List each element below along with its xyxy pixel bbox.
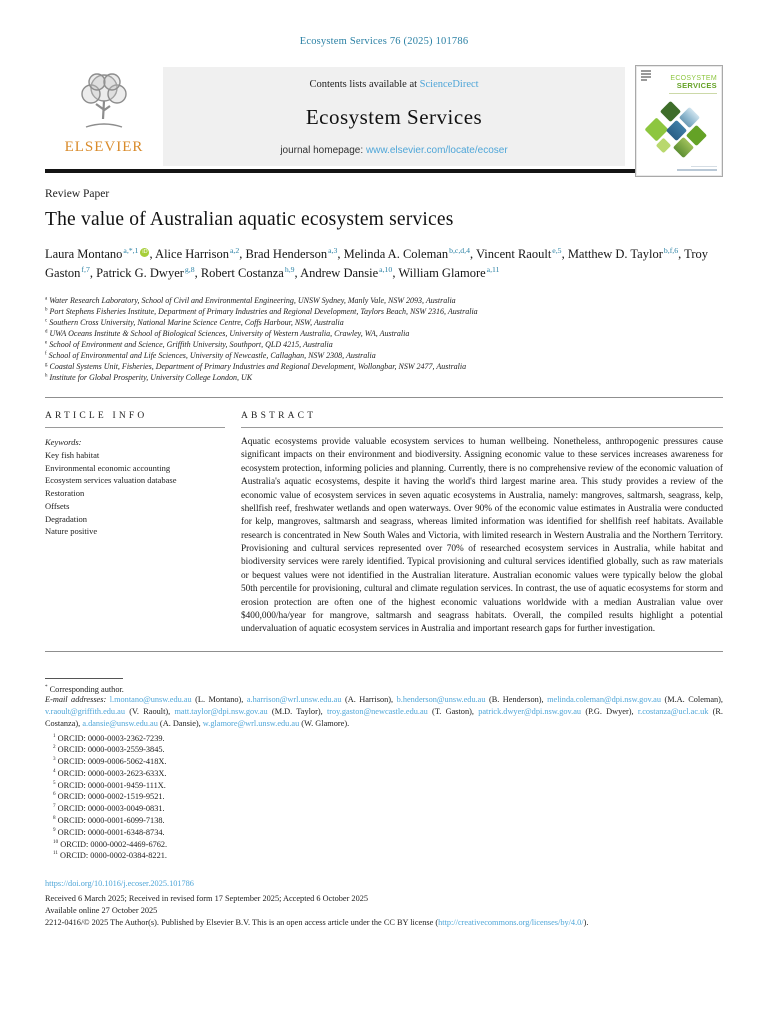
contents-line-text: Contents lists available at [309, 79, 420, 90]
orcid-footnote: $^3$ ORCID: 0009-0006-5062-418X. [53, 756, 167, 767]
cover-publisher-icon [641, 70, 651, 82]
email-link[interactable]: troy.gaston@newcastle.edu.au [326, 707, 428, 717]
orcid-footnote: $^7$ ORCID: 0000-0003-0049-0831. [53, 803, 165, 814]
copyright-line [45, 917, 723, 929]
orcid-footnote: $^2$ ORCID: 0000-0003-2559-3845. [53, 744, 165, 755]
homepage-line [171, 145, 617, 156]
journal-homepage-link[interactable]: www.elsevier.com/locate/ecoser [365, 145, 508, 156]
author-name: Alice Harrison [155, 247, 229, 262]
keyword: Environmental economic accounting [45, 462, 171, 473]
journal-citation[interactable]: Ecosystem Services 76 (2025) 101786 [299, 36, 469, 47]
cover-footer-text [677, 169, 717, 171]
orcid-footnotes [45, 733, 723, 863]
affiliation: $^g$ Coastal Systems Unit, Fisheries, Department of Primary Industries and Regional Development, Wollongbar, NSW 2477, Australia [45, 362, 467, 371]
email-link[interactable]: b.henderson@unsw.edu.au [396, 695, 486, 705]
orcid-footnote: $^6$ ORCID: 0000-0002-1519-9521. [53, 791, 165, 802]
cover-rule [669, 93, 717, 94]
orcid-footnote: $^{11}$ ORCID: 0000-0002-0384-8221. [53, 850, 167, 861]
header-divider [45, 169, 723, 173]
available-online: Available online 27 October 2025 [45, 905, 158, 915]
author-name: Troy Gaston [45, 247, 708, 281]
author-name: Robert Costanza [200, 266, 284, 281]
author-name: Vincent Raoult [476, 247, 552, 262]
orcid-icon[interactable]: iD [142, 249, 148, 255]
orcid-footnote: $^5$ ORCID: 0000-0001-9459-111X. [53, 779, 166, 790]
author-affiliation-sup[interactable]: f,7 [81, 264, 90, 274]
author-affiliation-sup[interactable]: a,*,1 [123, 246, 139, 255]
author-affiliation-sup[interactable]: g,8 [184, 264, 195, 274]
email-link[interactable]: melinda.coleman@dpi.nsw.gov.au [547, 695, 661, 705]
copyright-text: 2212-0416/© 2025 The Author(s). Published by Elsevier B.V. This is an open access article under the CC BY license ( [45, 918, 439, 928]
author-name: Patrick G. Dwyer [96, 266, 184, 281]
email-link[interactable]: a.harrison@wrl.unsw.edu.au [246, 695, 342, 705]
elsevier-tree-icon [72, 71, 136, 137]
heading-rule [45, 427, 225, 428]
author [96, 266, 195, 280]
author [45, 247, 149, 261]
author-affiliation-sup[interactable]: a,10 [379, 264, 393, 274]
abstract-heading: ABSTRACT [241, 411, 317, 422]
author-affiliation-sup[interactable]: a,2 [229, 246, 240, 255]
abstract-column [241, 406, 723, 637]
heading-rule [241, 427, 723, 428]
author-name: Melinda A. Coleman [343, 247, 449, 262]
article-info-heading: ARTICLE INFO [45, 411, 148, 422]
homepage-label: journal homepage: [280, 145, 366, 156]
author [568, 247, 678, 261]
article-info-column [45, 406, 241, 637]
keywords-label: Keywords: [45, 437, 82, 448]
orcid-footnote: $^8$ ORCID: 0000-0001-6099-7138. [53, 815, 165, 825]
author [476, 247, 562, 261]
footnote-divider [45, 678, 123, 679]
keyword: Degradation [45, 513, 88, 524]
keywords-list [45, 449, 225, 538]
orcid-footnote: $^{10}$ ORCID: 0000-0002-4469-6762. [53, 838, 168, 849]
email-link[interactable]: matt.taylor@dpi.nsw.gov.au [174, 707, 268, 717]
orcid-footnote: $^1$ ORCID: 0000-0003-2362-7239. [53, 732, 165, 743]
contents-line [171, 79, 617, 90]
affiliation: $^e$ School of Environment and Science, Griffith University, Southport, QLD 4215, Australia [45, 339, 333, 349]
orcid-footnote: $^9$ ORCID: 0000-0001-6348-8734. [53, 826, 165, 837]
keyword: Offsets [45, 500, 70, 511]
section-divider [45, 397, 723, 398]
sciencedirect-link[interactable]: ScienceDirect [419, 79, 479, 90]
elsevier-wordmark: ELSEVIER [64, 139, 144, 155]
cover-footer-text [691, 166, 717, 168]
keyword: Restoration [45, 488, 85, 499]
doi-link[interactable]: https://doi.org/10.1016/j.ecoser.2025.101786 [45, 879, 194, 889]
author [344, 247, 470, 261]
email-link[interactable]: v.raoult@griffith.edu.au [45, 707, 125, 717]
journal-title: Ecosystem Services [305, 105, 483, 129]
affiliation: $^f$ School of Environmental and Life Sciences, University of Newcastle, Callaghan, NSW 2308, Australia [45, 350, 376, 360]
email-addresses [45, 694, 723, 730]
info-abstract-columns [45, 406, 723, 637]
author [246, 247, 338, 261]
author-affiliation-sup[interactable]: a,3 [328, 246, 338, 255]
keyword: Nature positive [45, 526, 98, 537]
author-affiliation-sup[interactable]: a,11 [486, 264, 500, 274]
affiliation: $^h$ Institute for Global Prosperity, University College London, UK [45, 373, 253, 383]
corresponding-text: Corresponding author. [49, 684, 124, 694]
orcid-footnote: $^4$ ORCID: 0000-0003-2623-633X. [53, 768, 167, 778]
author [300, 266, 392, 280]
author-affiliation-sup[interactable]: b,c,d,4 [449, 246, 470, 255]
author-name: William Glamore [398, 266, 486, 281]
affiliation: $^b$ Port Stephens Fisheries Institute, Department of Primary Industries and Regional Development, Taylors Beach, NSW 2316, Australia [45, 306, 478, 316]
article-title: The value of Australian aquatic ecosystem services [45, 209, 454, 230]
email-link[interactable]: a.dansie@unsw.edu.au [82, 719, 158, 729]
email-list: l.montano@unsw.edu.au (L. Montano), a.harrison@wrl.unsw.edu.au (A. Harrison), b.henderson@unsw.edu.au (B. Henderson), melinda.coleman@dpi.nsw.gov.au (M.A. Coleman), v.raoult@griffith.edu.au (V. Raoult), matt.taylor@dpi.nsw.gov.au (M.D. Taylor), troy.gaston@newcastle.edu.au (T. Gaston), patrick.dwyer@dpi.nsw.gov.au (P.G. Dwyer), r.costanza@ucl.ac.uk (R. Costanza), a.dansie@unsw.edu.au (A. Dansie), w.glamore@wrl.unsw.edu.au (W. Glamore). [45, 695, 724, 729]
author-list: Laura Montano$^{a,*,1}$ iD , Alice Harrison$^{a,2}$, Brad Henderson$^{a,3}$, Melinda A. Coleman$^{b,c,d,4}$, Vincent Raoult$^{e,5}$, Matthew D. Taylor$^{b,f,6}$, Troy Gaston$^{f,7}$, Patrick G. Dwyer$^{g,8}$, Robert Costanza$^{h,9}$, Andrew Dansie$^{a,10}$, William Glamore$^{a,11}$ [45, 246, 708, 281]
email-label: E-mail addresses: [45, 695, 107, 705]
email-link[interactable]: r.costanza@ucl.ac.uk [637, 707, 709, 717]
email-link[interactable]: w.glamore@wrl.unsw.edu.au [202, 719, 300, 729]
author-affiliation-sup[interactable]: e,5 [552, 246, 562, 255]
author [398, 266, 499, 280]
author-name: Laura Montano [45, 247, 123, 262]
affiliation: $^a$ Water Research Laboratory, School of Civil and Environmental Engineering, UNSW Sydney, Manly Vale, NSW 2093, Australia [45, 295, 456, 305]
keyword: Ecosystem services valuation database [45, 475, 177, 486]
author-name: Andrew Dansie [300, 266, 379, 281]
corresponding-author-note [45, 684, 723, 694]
cover-journal-title: ECOSYSTEM SERVICES [670, 75, 717, 91]
abstract-text: Aquatic ecosystems provide valuable ecosystem services to human wellbeing. Nonetheless, anthropogenic pressures cause significant impacts on their environment and biodiversity. Assigning economic value to these services increases awareness for ecosystem protection, informing policies and planning. Currently, there is no comprehensive review of the economic valuation of Australia's aquatic ecosystems, despite it having the world's third largest marine area. This study provides a review of the economic value of ecosystem services in seven aquatic ecosystems in Australia, namely: mangroves, saltmarsh, seagrass, kelp, shellfish reef, freshwater wetlands and open waterways. Over 90% of the economic value estimates in Australia were conducted for kelp, mangroves, saltmarsh and seagrass, whereas limited information was identified for shellfish reef habitats. Available research is concentrated in New South Wales and Victoria, with limited research in Western Australia and the Northern Territory. Provisioning and cultural services represented over 70% of researched ecosystem services in Australia, while habitat and biodiversity services were rarely identified. Typical provisioning and cultural services identified globally, such as raw materials or bequest values were not identified in the Australian literature. Australian economic values were typically below the global 50th percentile for provisioning, cultural and climate regulation services. In contrast, the use of aquatic ecosystems for storm and erosion protection are often one of the highest economic valuations worldwide with a median Australian value over $400,000/ha/year for mangrove, saltmarsh and seagrass habitats. Overall, the compiled results highlight a potential undervaluation of aquatic ecosystem services in Australia and important research gaps for further investigation. [241, 437, 723, 635]
affiliation: $^d$ UWA Oceans Institute & School of Biological Sciences, University of Western Australia, Crawley, WA, Australia [45, 328, 410, 338]
article-footer [45, 878, 723, 930]
author-name: Brad Henderson [245, 247, 328, 262]
elsevier-logo[interactable] [45, 67, 163, 166]
author-name: Matthew D. Taylor [567, 247, 663, 262]
keyword: Key fish habitat [45, 449, 100, 460]
affiliation: $^c$ Southern Cross University, National Marine Science Centre, Coffs Harbour, NSW, Australia [45, 317, 344, 327]
affiliation-list [45, 295, 723, 383]
journal-banner [163, 67, 625, 166]
author [201, 266, 295, 280]
author [155, 247, 239, 261]
journal-header [45, 67, 723, 166]
license-link[interactable]: http://creativecommons.org/licenses/by/4.0/ [438, 918, 584, 928]
corresponding-marker: * [45, 683, 48, 690]
journal-cover-thumbnail[interactable] [635, 65, 723, 177]
author-affiliation-sup[interactable]: b,f,6 [663, 246, 679, 255]
email-link[interactable]: patrick.dwyer@dpi.nsw.gov.au [478, 707, 582, 717]
copyright-text: ). [583, 918, 589, 928]
section-divider [45, 651, 723, 652]
received-dates: Received 6 March 2025; Received in revised form 17 September 2025; Accepted 6 October 2025 [45, 893, 369, 903]
article-type-label: Review Paper [45, 188, 110, 200]
author-affiliation-sup[interactable]: h,9 [284, 264, 295, 274]
email-link[interactable]: l.montano@unsw.edu.au [109, 695, 192, 705]
